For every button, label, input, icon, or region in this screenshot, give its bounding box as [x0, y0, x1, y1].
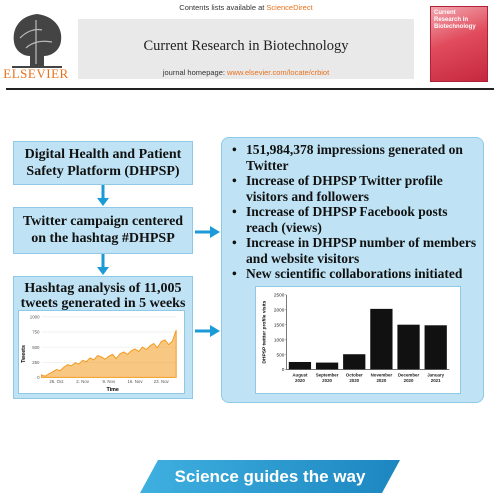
visits-x-tick: December: [397, 372, 420, 378]
tweets-y-tick: 250: [32, 360, 40, 366]
cover-title-line2: Biotechnology: [434, 24, 476, 30]
visits-x-tick: November: [370, 372, 393, 378]
visits-y-tick: 500: [276, 352, 285, 358]
visits-x-tick: August: [292, 372, 308, 378]
visits-x-tick: October: [345, 372, 363, 378]
outcome-members-visitors: • Increase in DHPSP number of members and website visitors: [230, 235, 480, 266]
right-arrow-1: [195, 224, 221, 240]
homepage-link[interactable]: www.elsevier.com/locate/crbiot: [227, 68, 330, 77]
visits-y-axis-label: DHPSP twitter profile visits: [262, 300, 268, 364]
tweets-x-tick: 26. Oct: [49, 379, 64, 385]
outcomes-list: [230, 142, 480, 282]
contents-prefix: Contents lists available at: [179, 3, 267, 12]
tweets-x-tick: 23. Nov: [153, 379, 169, 385]
contents-line: [78, 3, 414, 12]
tweets-x-tick: 16. Nov: [127, 379, 143, 385]
homepage-prefix: journal homepage:: [162, 68, 228, 77]
tweets-x-tick: 9. Nov: [102, 379, 116, 385]
journal-title: Current Research in Biotechnology: [143, 38, 349, 54]
cover-title: [434, 10, 484, 31]
slogan-banner: [140, 460, 400, 493]
visits-x-tick: September: [315, 372, 339, 378]
tweets-y-tick: 500: [32, 344, 40, 350]
flow-box-platform: Digital Health and Patient Safety Platform (DHPSP): [13, 141, 193, 185]
visits-y-tick: 0: [281, 367, 285, 373]
visits-y-tick: 2000: [273, 307, 285, 313]
visits-x-tick: 2020: [376, 378, 387, 384]
visits-x-tick: 2020: [403, 378, 414, 384]
visits-y-tick: 2500: [273, 292, 285, 298]
outcome-facebook-reach: • Increase of DHPSP Facebook posts reach (views): [230, 204, 480, 235]
publisher-wordmark: ELSEVIER: [3, 66, 69, 81]
right-arrow-2: [195, 323, 221, 339]
visits-x-tick: 2021: [430, 378, 441, 384]
visits-x-tick: January: [427, 372, 445, 378]
visits-bar: [397, 325, 419, 370]
tweets-x-axis-label: Time: [106, 387, 119, 394]
outcome-collaborations: • New scientific collaborations initiated: [230, 266, 480, 282]
outcome-impressions: • 151,984,378 impressions generated on Twitter: [230, 142, 480, 173]
slogan-text: Science guides the way: [174, 467, 366, 486]
down-arrow-1: [93, 185, 113, 207]
outcome-twitter-visitors: • Increase of DHPSP Twitter profile visitors and followers: [230, 173, 480, 204]
visits-y-tick: 1000: [273, 337, 285, 343]
sciencedirect-link[interactable]: ScienceDirect: [266, 3, 313, 12]
cover-title-line1: Current Research in: [434, 10, 469, 23]
visits-bar: [370, 309, 392, 370]
tweets-area-series: [41, 330, 176, 377]
visits-y-tick: 1500: [273, 322, 285, 328]
tweets-area-chart: [18, 310, 185, 394]
tweets-x-tick: 2. Nov: [76, 379, 89, 385]
tweets-y-tick: 750: [32, 329, 40, 335]
hashtag-analysis-label: Hashtag analysis of 11,005 tweets generated in 5 weeks: [20, 281, 186, 311]
profile-visits-bar-chart: [255, 286, 461, 394]
header-divider: [6, 88, 494, 90]
visits-bar: [425, 325, 447, 369]
visits-bar: [289, 362, 311, 369]
down-arrow-2: [93, 254, 113, 276]
visits-bar: [343, 354, 365, 369]
journal-header: [0, 0, 500, 90]
visits-x-tick: 2020: [322, 378, 332, 384]
tweets-y-tick: 0: [37, 375, 40, 381]
tweets-y-axis-label: Tweets: [20, 345, 27, 363]
flow-box-campaign: Twitter campaign centered on the hashtag #DHPSP: [13, 207, 193, 254]
visits-x-tick: 2020: [349, 378, 360, 384]
homepage-line: [78, 68, 414, 77]
visits-bar: [316, 363, 338, 370]
journal-cover-thumbnail[interactable]: [430, 6, 488, 82]
visits-x-tick: 2020: [295, 378, 305, 384]
tweets-y-tick: 1000: [29, 314, 40, 320]
